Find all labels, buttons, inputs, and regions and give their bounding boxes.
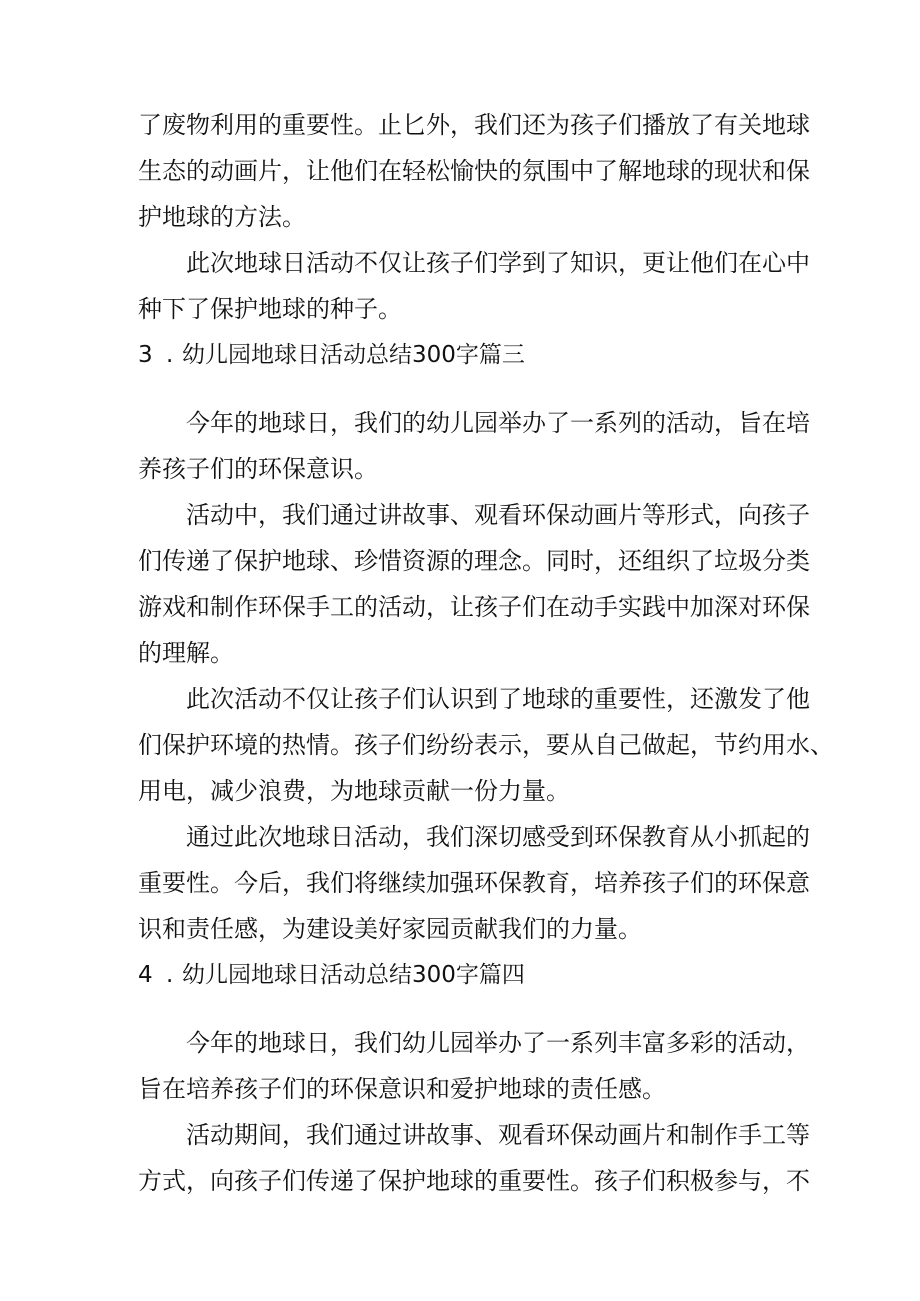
paragraph (138, 676, 834, 814)
text-line: 重要性。今后，我们将继续加强环保教育，培养孩子们的环保意 (138, 869, 810, 897)
text-line: 游戏和制作环保手工的活动，让孩子们在动手实践中加深对环保 (138, 593, 810, 621)
paragraph-continuation (138, 102, 810, 240)
text-line: 今年的地球日，我们的幼儿园举办了一系列的活动，旨在培 (186, 409, 810, 437)
section-dot: . (166, 962, 174, 988)
text-line: 此次地球日活动不仅让孩子们学到了知识，更让他们在心中 (186, 249, 810, 277)
section-number: 3 (138, 342, 153, 368)
paragraph (138, 492, 810, 676)
paragraph (138, 1112, 810, 1204)
text-line: 通过此次地球日活动，我们深切感受到环保教育从小抓起的 (186, 823, 810, 851)
text-line: 活动期间，我们通过讲故事、观看环保动画片和制作手工等 (186, 1121, 810, 1149)
paragraph (138, 1020, 810, 1112)
text-line: 今年的地球日，我们幼儿园举办了一系列丰富多彩的活动， (186, 1029, 810, 1057)
paragraph (138, 814, 810, 952)
paragraph (138, 400, 810, 492)
text-line: 此次活动不仅让孩子们认识到了地球的重要性，还激发了他 (186, 685, 810, 713)
text-line: 旨在培养孩子们的环保意识和爱护地球的责任感。 (138, 1075, 666, 1103)
text-line: 识和责任感，为建设美好家园贡献我们的力量。 (138, 915, 642, 943)
text-line: 养孩子们的环保意识。 (138, 455, 378, 483)
section-heading (138, 952, 786, 998)
document-body (138, 102, 834, 1204)
text-line: 护地球的方法。 (138, 203, 306, 231)
section-title: 幼儿园地球日活动总结300字篇四 (182, 962, 525, 988)
text-line: 们传递了保护地球、珍惜资源的理念。同时，还组织了垃圾分类 (138, 547, 810, 575)
text-line: 活动中，我们通过讲故事、观看环保动画片等形式，向孩子 (186, 501, 810, 529)
text-line: 生态的动画片，让他们在轻松愉快的氛围中了解地球的现状和保 (138, 157, 810, 185)
text-line: 了废物利用的重要性。止匕外，我们还为孩子们播放了有关地球 (138, 111, 810, 139)
text-line: 们保护环境的热情。孩子们纷纷表示，要从自己做起，节约用水、 (138, 731, 834, 759)
section-dot: . (166, 342, 174, 368)
text-line: 用电，减少浪费，为地球贡献一份力量。 (138, 777, 570, 805)
paragraph (138, 240, 810, 332)
text-line: 方式，向孩子们传递了保护地球的重要性。孩子们积极参与，不 (138, 1167, 810, 1195)
text-line: 的理解。 (138, 639, 234, 667)
text-line: 种下了保护地球的种子。 (138, 295, 402, 323)
section-heading (138, 332, 786, 378)
section-title: 幼儿园地球日活动总结300字篇三 (182, 342, 525, 368)
section-number: 4 (138, 962, 153, 988)
